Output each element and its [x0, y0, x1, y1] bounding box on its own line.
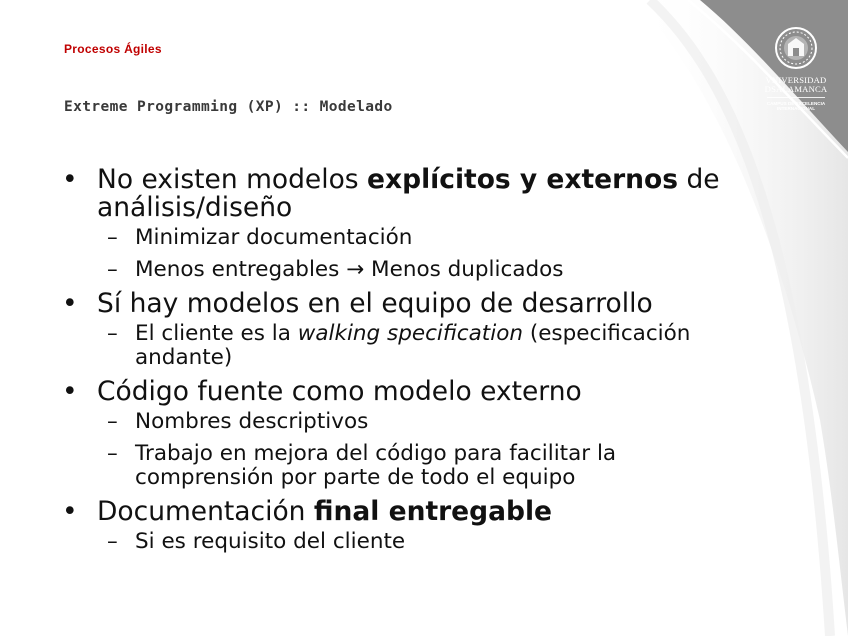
- dash-icon: –: [107, 409, 118, 434]
- sub-bullet-text: Trabajo en mejora del código para facilitar la comprensión por parte de todo el equipo: [135, 441, 617, 490]
- bullet-emphasis: final entregable: [313, 496, 553, 527]
- sub-bullet-text: Menos entregables → Menos duplicados: [135, 257, 564, 282]
- bullet-item: [62, 498, 742, 526]
- bullet-item: [62, 166, 742, 222]
- bullet-dot-icon: •: [62, 288, 78, 319]
- bullet-list: [62, 166, 742, 562]
- sub-bullet-text: El cliente es la walking specification (especificación andante): [135, 321, 691, 370]
- logo-divider: [767, 97, 825, 98]
- slide-subtitle: Extreme Programming (XP) :: Modelado: [64, 99, 393, 115]
- bullet-text: Sí hay modelos en el equipo de desarrollo: [97, 288, 653, 319]
- sub-bullet-item: [62, 322, 742, 370]
- bullet-text: Documentación final entregable: [97, 496, 553, 527]
- logo-name-line1: VNIVERSIDAD: [765, 75, 827, 85]
- dash-icon: –: [107, 257, 118, 282]
- sub-bullet-italic: walking specification: [297, 321, 523, 346]
- bullet-item: [62, 290, 742, 318]
- sub-bullet-text: Si es requisito del cliente: [135, 529, 406, 554]
- sub-bullet-item: [62, 226, 742, 250]
- bullet-text: No existen modelos explícitos y externos de análisis/diseño: [97, 164, 720, 223]
- dash-icon: –: [107, 321, 118, 346]
- logo-name-line2: DSALAMANCA: [764, 84, 828, 94]
- logo-tagline-line1: CAMPUS DE EXCELENCIA: [766, 101, 826, 106]
- bullet-item: [62, 378, 742, 406]
- bullet-dot-icon: •: [62, 496, 78, 527]
- sub-bullet-text: Nombres descriptivos: [135, 409, 369, 434]
- dash-icon: –: [107, 529, 118, 554]
- bullet-emphasis: explícitos y externos: [367, 164, 679, 195]
- sub-bullet-item: [62, 442, 742, 490]
- sub-bullet-item: [62, 258, 742, 282]
- section-kicker: Procesos Ágiles: [64, 42, 162, 56]
- right-arrow-icon: →: [346, 257, 365, 282]
- sub-bullet-text: Minimizar documentación: [135, 225, 413, 250]
- sub-bullet-item: [62, 530, 742, 554]
- sub-bullet-item: [62, 410, 742, 434]
- university-logo: [760, 26, 832, 112]
- university-seal-icon: [774, 26, 818, 70]
- dash-icon: –: [107, 441, 118, 466]
- bullet-text: Código fuente como modelo externo: [97, 376, 582, 407]
- bullet-dot-icon: •: [62, 376, 78, 407]
- dash-icon: –: [107, 225, 118, 250]
- bullet-dot-icon: •: [62, 164, 78, 195]
- logo-tagline-line2: INTERNACIONAL: [776, 106, 816, 112]
